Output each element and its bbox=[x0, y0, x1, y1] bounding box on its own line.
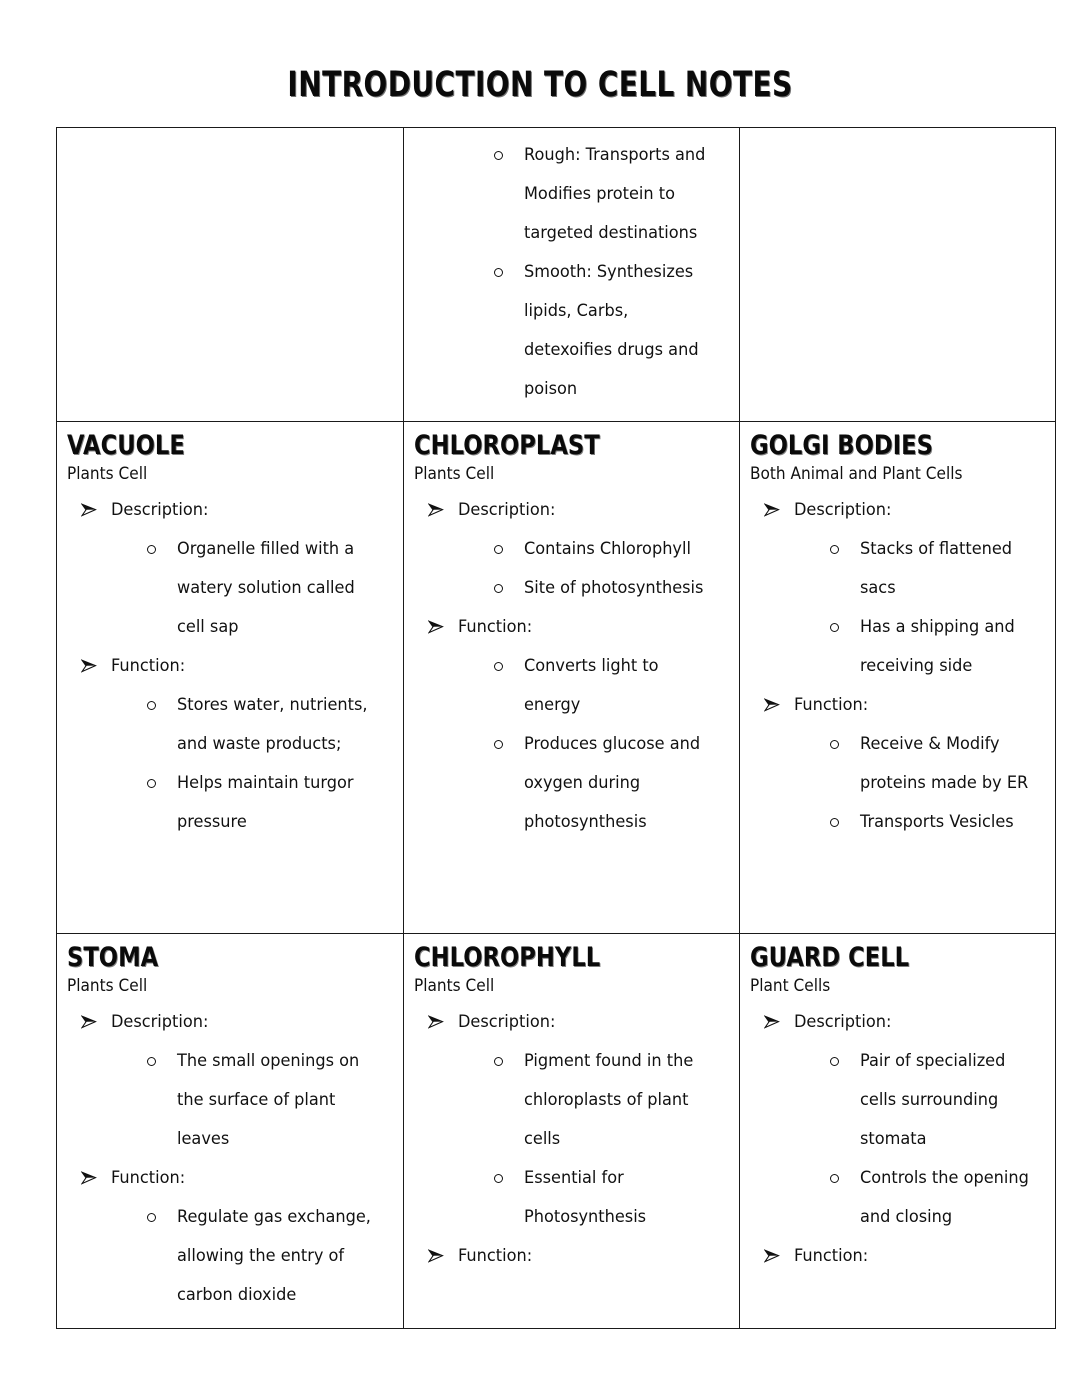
list-item bbox=[524, 136, 729, 253]
notes-sublist bbox=[794, 725, 1045, 842]
circle-bullet-icon bbox=[830, 1057, 839, 1066]
notes-group-label: Description: bbox=[794, 499, 892, 520]
notes-group-label: Description: bbox=[111, 499, 209, 520]
notes-group-label: Function: bbox=[111, 655, 186, 676]
list-item bbox=[524, 647, 729, 725]
list-item-text: Site of photosynthesis bbox=[524, 577, 704, 598]
notes-sublist bbox=[111, 1198, 393, 1315]
notes-list bbox=[67, 1003, 393, 1315]
list-item-text: Organelle filled with a watery solution called cell sap bbox=[177, 538, 355, 637]
organelle-title: CHLOROPHYLL bbox=[414, 942, 601, 973]
list-item bbox=[860, 725, 1045, 803]
arrow-bullet-icon bbox=[81, 1003, 103, 1042]
circle-bullet-icon bbox=[147, 779, 156, 788]
notes-sublist bbox=[458, 136, 729, 409]
circle-bullet-icon bbox=[494, 662, 503, 671]
list-item bbox=[860, 1042, 1045, 1159]
list-item-text: Stores water, nutrients, and waste products; bbox=[177, 694, 368, 754]
organelle-title: CHLOROPLAST bbox=[414, 430, 600, 461]
list-item bbox=[524, 1042, 729, 1159]
notes-group-heading bbox=[458, 608, 729, 647]
list-item bbox=[177, 764, 393, 842]
cell-empty-left bbox=[57, 128, 404, 422]
notes-list bbox=[750, 1003, 1045, 1276]
list-item bbox=[524, 530, 729, 569]
list-item-text: Transports Vesicles bbox=[860, 811, 1014, 832]
circle-bullet-icon bbox=[494, 268, 503, 277]
notes-group-heading bbox=[458, 491, 729, 530]
list-item bbox=[860, 530, 1045, 608]
notes-sublist-wrapper bbox=[794, 725, 1045, 842]
list-item bbox=[524, 569, 729, 608]
organelle-title: GOLGI BODIES bbox=[750, 430, 933, 461]
arrow-bullet-icon bbox=[428, 608, 450, 647]
arrow-bullet-icon bbox=[81, 1159, 103, 1198]
list-item bbox=[860, 803, 1045, 842]
cell-chlorophyll bbox=[404, 934, 740, 1329]
notes-group-label: Function: bbox=[458, 1245, 533, 1266]
list-item-text: Produces glucose and oxygen during photosynthesis bbox=[524, 733, 701, 832]
notes-sublist bbox=[458, 1042, 729, 1237]
notes-list bbox=[414, 136, 729, 409]
arrow-bullet-icon bbox=[428, 1237, 450, 1276]
list-item-text: Regulate gas exchange, allowing the entry of carbon dioxide bbox=[177, 1206, 371, 1305]
notes-sublist bbox=[794, 530, 1045, 686]
arrow-bullet-icon bbox=[81, 491, 103, 530]
notes-sublist bbox=[458, 647, 729, 842]
list-item-text: Rough: Transports and Modifies protein to targeted destinations bbox=[524, 145, 706, 243]
notes-sublist bbox=[111, 530, 393, 647]
list-item bbox=[524, 725, 729, 842]
notes-group-label: Description: bbox=[794, 1011, 892, 1032]
cell-guard-cell bbox=[740, 934, 1056, 1329]
notes-sublist-wrapper bbox=[458, 1042, 729, 1237]
circle-bullet-icon bbox=[494, 1174, 503, 1183]
list-item-text: The small openings on the surface of plant leaves bbox=[177, 1050, 360, 1149]
list-item-text: Pair of specialized cells surrounding stomata bbox=[860, 1050, 1006, 1149]
notes-sublist-wrapper bbox=[458, 647, 729, 842]
list-item bbox=[177, 1198, 393, 1315]
cell-notes-table bbox=[56, 127, 1056, 1329]
list-item bbox=[177, 530, 393, 647]
list-item-text: Pigment found in the chloroplasts of plant cells bbox=[524, 1050, 694, 1149]
organelle-cell-type: Both Animal and Plant Cells bbox=[750, 464, 963, 484]
cell-endoplasmic-reticulum-continued bbox=[404, 128, 740, 422]
circle-bullet-icon bbox=[830, 1174, 839, 1183]
list-item-text: Controls the opening and closing bbox=[860, 1167, 1029, 1227]
notes-list bbox=[414, 1003, 729, 1276]
organelle-title: STOMA bbox=[67, 942, 159, 973]
list-item bbox=[177, 1042, 393, 1159]
notes-sublist-wrapper bbox=[458, 530, 729, 608]
list-item-text: Contains Chlorophyll bbox=[524, 538, 691, 559]
notes-group-label: Description: bbox=[458, 1011, 556, 1032]
notes-sublist-wrapper bbox=[111, 1198, 393, 1315]
organelle-cell-type: Plants Cell bbox=[67, 976, 148, 996]
notes-group-heading bbox=[111, 1003, 393, 1042]
notes-group-label: Function: bbox=[111, 1167, 186, 1188]
list-item-text: Has a shipping and receiving side bbox=[860, 616, 1015, 676]
notes-group-heading bbox=[111, 647, 393, 686]
notes-sublist bbox=[111, 1042, 393, 1159]
notes-sublist-wrapper bbox=[794, 530, 1045, 686]
notes-sublist-wrapper bbox=[111, 686, 393, 842]
notes-group-label: Function: bbox=[458, 616, 533, 637]
list-item-text: Smooth: Synthesizes lipids, Carbs, detexoifies drugs and poison bbox=[524, 262, 699, 399]
list-item bbox=[177, 686, 393, 764]
list-item-text: Essential for Photosynthesis bbox=[524, 1167, 647, 1227]
arrow-bullet-icon bbox=[764, 1003, 786, 1042]
notes-sublist-wrapper bbox=[111, 530, 393, 647]
organelle-cell-type: Plants Cell bbox=[414, 464, 495, 484]
circle-bullet-icon bbox=[494, 151, 503, 160]
notes-list bbox=[750, 491, 1045, 842]
notes-sublist bbox=[111, 686, 393, 842]
circle-bullet-icon bbox=[494, 584, 503, 593]
table-row bbox=[57, 128, 1056, 422]
arrow-bullet-icon bbox=[764, 686, 786, 725]
list-item-text: Converts light to energy bbox=[524, 655, 659, 715]
cell-chloroplast bbox=[404, 422, 740, 934]
organelle-cell-type: Plants Cell bbox=[414, 976, 495, 996]
circle-bullet-icon bbox=[830, 818, 839, 827]
cell-golgi-bodies bbox=[740, 422, 1056, 934]
table-row bbox=[57, 422, 1056, 934]
arrow-bullet-icon bbox=[428, 1003, 450, 1042]
list-item bbox=[524, 253, 729, 409]
list-item-text: Receive & Modify proteins made by ER bbox=[860, 733, 1029, 793]
list-item-text: Helps maintain turgor pressure bbox=[177, 772, 354, 832]
organelle-title: GUARD CELL bbox=[750, 942, 910, 973]
cell-empty-right bbox=[740, 128, 1056, 422]
notes-group-label: Description: bbox=[111, 1011, 209, 1032]
notes-sublist bbox=[458, 530, 729, 608]
table-body bbox=[57, 128, 1056, 1329]
circle-bullet-icon bbox=[830, 740, 839, 749]
circle-bullet-icon bbox=[147, 545, 156, 554]
notes-sublist-wrapper bbox=[111, 1042, 393, 1159]
notes-group-heading bbox=[794, 1003, 1045, 1042]
notes-group-heading bbox=[794, 686, 1045, 725]
notes-group-heading bbox=[111, 491, 393, 530]
list-item bbox=[860, 1159, 1045, 1237]
arrow-bullet-icon bbox=[764, 491, 786, 530]
notes-group-heading bbox=[111, 1159, 393, 1198]
notes-list bbox=[414, 491, 729, 842]
organelle-title: VACUOLE bbox=[67, 430, 185, 461]
circle-bullet-icon bbox=[830, 545, 839, 554]
notes-sublist-wrapper bbox=[794, 1042, 1045, 1237]
notes-list bbox=[67, 491, 393, 842]
notes-sublist-wrapper bbox=[458, 136, 729, 409]
list-item bbox=[524, 1159, 729, 1237]
notes-group-heading bbox=[458, 1237, 729, 1276]
page-title: INTRODUCTION TO CELL NOTES bbox=[287, 65, 793, 105]
circle-bullet-icon bbox=[147, 1057, 156, 1066]
notes-group-heading bbox=[458, 1003, 729, 1042]
notes-group-label: Function: bbox=[794, 694, 869, 715]
circle-bullet-icon bbox=[147, 701, 156, 710]
circle-bullet-icon bbox=[494, 545, 503, 554]
arrow-bullet-icon bbox=[764, 1237, 786, 1276]
table-row bbox=[57, 934, 1056, 1329]
notes-group-heading bbox=[794, 491, 1045, 530]
notes-sublist bbox=[794, 1042, 1045, 1237]
notes-group-label: Function: bbox=[794, 1245, 869, 1266]
organelle-cell-type: Plant Cells bbox=[750, 976, 831, 996]
arrow-bullet-icon bbox=[428, 491, 450, 530]
circle-bullet-icon bbox=[494, 1057, 503, 1066]
circle-bullet-icon bbox=[494, 740, 503, 749]
list-item bbox=[860, 608, 1045, 686]
arrow-bullet-icon bbox=[81, 647, 103, 686]
cell-vacuole bbox=[57, 422, 404, 934]
notes-group-label: Description: bbox=[458, 499, 556, 520]
circle-bullet-icon bbox=[830, 623, 839, 632]
cell-stoma bbox=[57, 934, 404, 1329]
circle-bullet-icon bbox=[147, 1213, 156, 1222]
notes-group-heading bbox=[794, 1237, 1045, 1276]
organelle-cell-type: Plants Cell bbox=[67, 464, 148, 484]
list-item-text: Stacks of flattened sacs bbox=[860, 538, 1013, 598]
